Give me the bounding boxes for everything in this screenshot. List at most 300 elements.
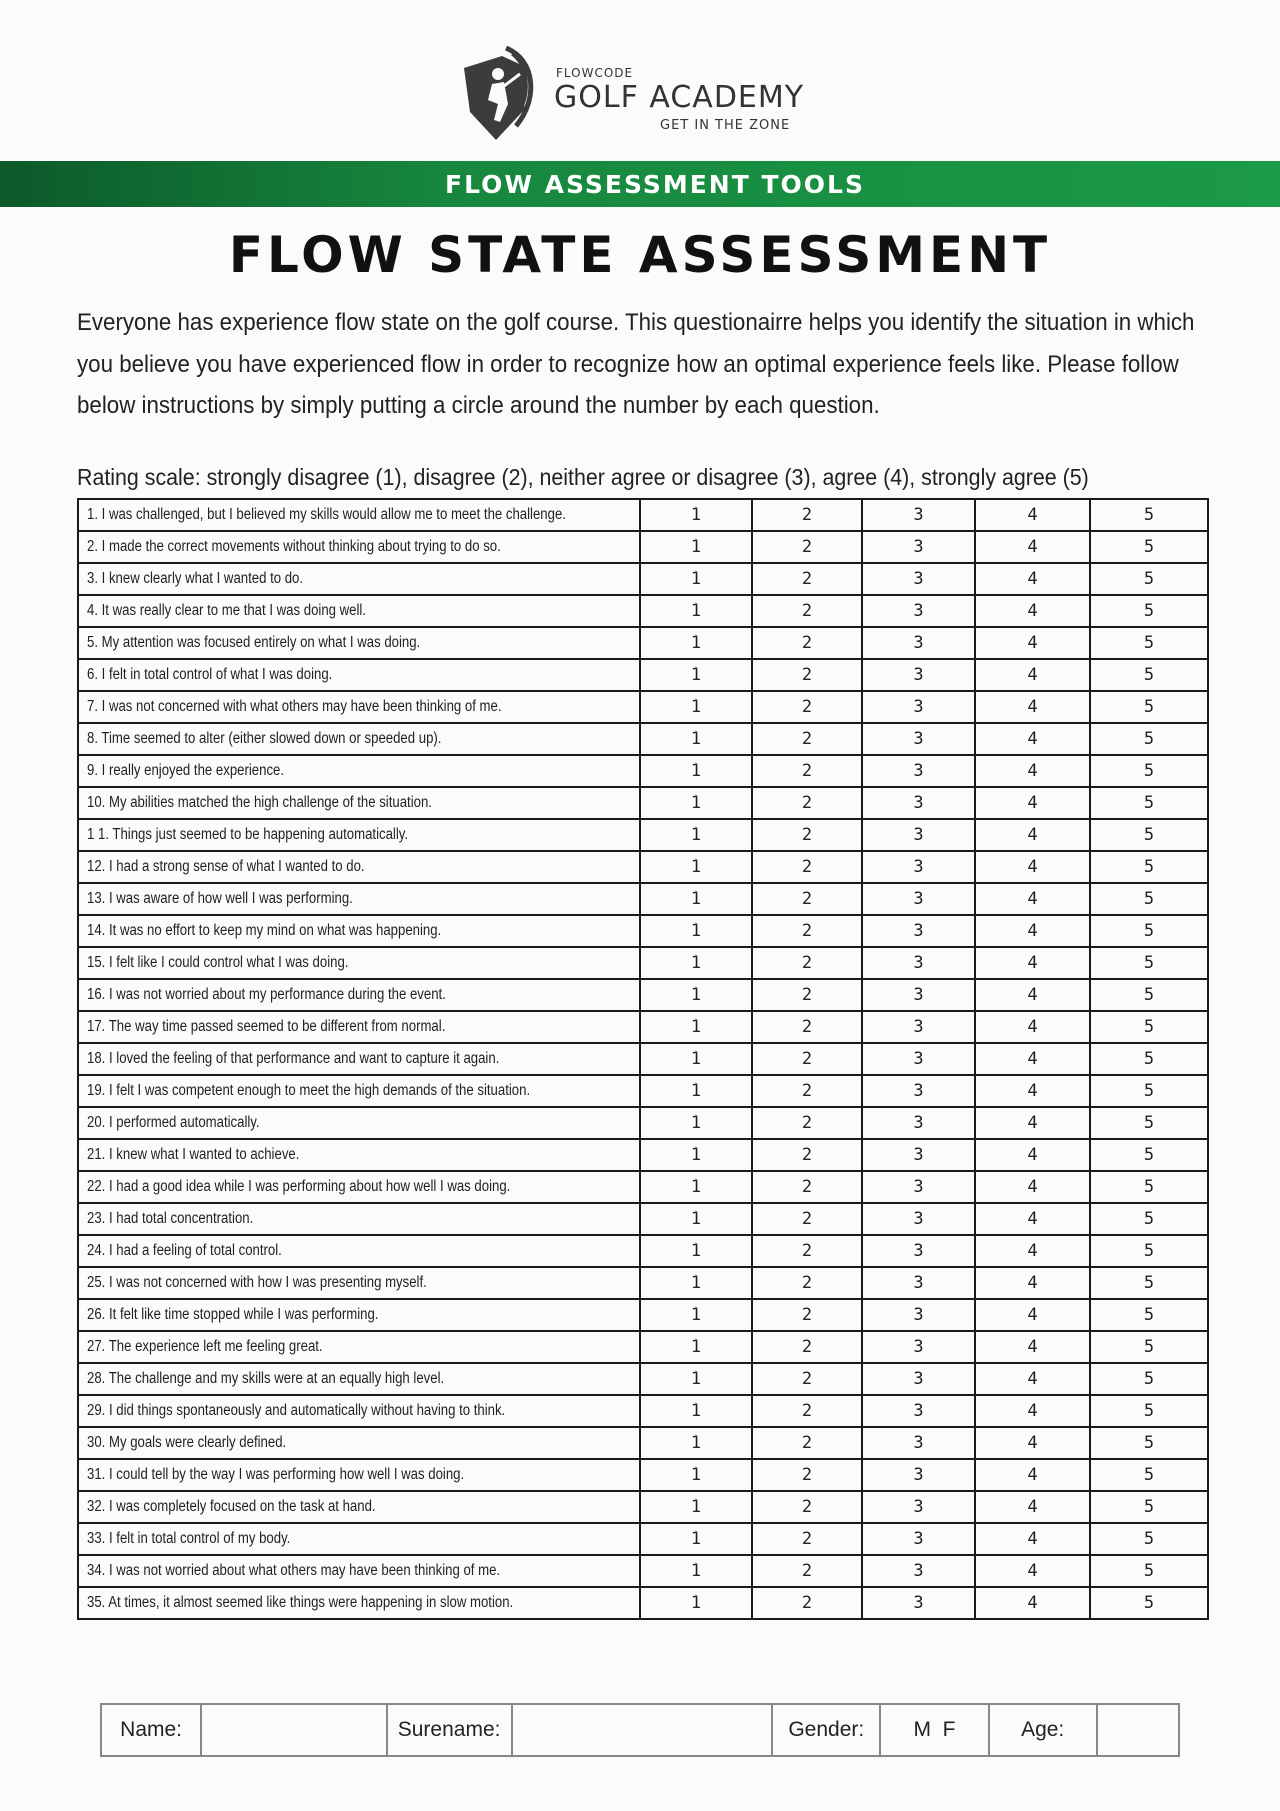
- question-row: [78, 723, 1208, 755]
- question-text-cell: [78, 563, 640, 595]
- rating-option-5[interactable]: 5: [1090, 1139, 1208, 1171]
- rating-option-2[interactable]: 2: [752, 531, 862, 563]
- question-row: [78, 1491, 1208, 1523]
- rating-option-4[interactable]: 4: [975, 755, 1090, 787]
- rating-option-2[interactable]: 2: [752, 499, 862, 531]
- rating-option-3[interactable]: 3: [862, 1555, 975, 1587]
- question-row: [78, 1555, 1208, 1587]
- age-label: Age:: [989, 1704, 1097, 1756]
- question-text: 19. I felt I was competent enough to meet the high demands of the situation.: [87, 1082, 531, 1099]
- rating-option-1[interactable]: 1: [640, 979, 752, 1011]
- question-text-cell: [78, 1331, 640, 1363]
- question-text-cell: [78, 1267, 640, 1299]
- rating-option-3[interactable]: 3: [862, 1171, 975, 1203]
- rating-option-2[interactable]: 2: [752, 1299, 862, 1331]
- rating-option-4[interactable]: 4: [975, 883, 1090, 915]
- question-text: 1. I was challenged, but I believed my skills would allow me to meet the challenge.: [87, 506, 566, 523]
- rating-option-3[interactable]: 3: [862, 499, 975, 531]
- question-row: [78, 1107, 1208, 1139]
- question-text-cell: [78, 1203, 640, 1235]
- rating-option-3[interactable]: 3: [862, 691, 975, 723]
- rating-option-2[interactable]: 2: [752, 595, 862, 627]
- rating-option-4[interactable]: 4: [975, 1139, 1090, 1171]
- rating-option-3[interactable]: 3: [862, 883, 975, 915]
- rating-option-4[interactable]: 4: [975, 979, 1090, 1011]
- question-text-cell: [78, 1395, 640, 1427]
- question-text: 1 1. Things just seemed to be happening automatically.: [87, 826, 409, 843]
- rating-option-3[interactable]: 3: [862, 755, 975, 787]
- question-row: [78, 595, 1208, 627]
- rating-option-3[interactable]: 3: [862, 1363, 975, 1395]
- rating-option-3[interactable]: 3: [862, 1459, 975, 1491]
- question-text-cell: [78, 627, 640, 659]
- rating-option-4[interactable]: 4: [975, 851, 1090, 883]
- question-text-cell: [78, 851, 640, 883]
- question-text: 30. My goals were clearly defined.: [87, 1434, 287, 1451]
- rating-option-5[interactable]: 5: [1090, 1267, 1208, 1299]
- rating-option-5[interactable]: 5: [1090, 627, 1208, 659]
- question-text-cell: [78, 1139, 640, 1171]
- rating-option-1[interactable]: 1: [640, 1331, 752, 1363]
- rating-option-2[interactable]: 2: [752, 563, 862, 595]
- brand-name: FLOWCODE: [556, 66, 634, 80]
- rating-option-5[interactable]: 5: [1090, 1235, 1208, 1267]
- question-row: [78, 851, 1208, 883]
- question-text-cell: [78, 755, 640, 787]
- rating-option-5[interactable]: 5: [1090, 1427, 1208, 1459]
- question-text: 32. I was completely focused on the task at hand.: [87, 1498, 376, 1515]
- rating-option-1[interactable]: 1: [640, 563, 752, 595]
- question-text: 23. I had total concentration.: [87, 1210, 254, 1227]
- question-text-cell: [78, 1555, 640, 1587]
- rating-option-3[interactable]: 3: [862, 1139, 975, 1171]
- question-text-cell: [78, 1523, 640, 1555]
- rating-option-3[interactable]: 3: [862, 1427, 975, 1459]
- academy-logo: [458, 46, 818, 146]
- question-text-cell: [78, 819, 640, 851]
- academy-tagline: GET IN THE ZONE: [660, 118, 791, 133]
- question-row: [78, 947, 1208, 979]
- rating-option-2[interactable]: 2: [752, 1075, 862, 1107]
- rating-option-4[interactable]: 4: [975, 1171, 1090, 1203]
- rating-option-2[interactable]: 2: [752, 1363, 862, 1395]
- question-row: [78, 883, 1208, 915]
- question-text-cell: [78, 947, 640, 979]
- surname-label: Surename:: [387, 1704, 512, 1756]
- question-text: 7. I was not concerned with what others may have been thinking of me.: [87, 698, 502, 715]
- rating-option-5[interactable]: 5: [1090, 1587, 1208, 1619]
- question-text-cell: [78, 1171, 640, 1203]
- question-text-cell: [78, 595, 640, 627]
- rating-option-2[interactable]: 2: [752, 1459, 862, 1491]
- name-field[interactable]: [201, 1704, 386, 1756]
- intro-paragraph: Everyone has experience flow state on the golf course. This questionairre helps you identify the situation in which you believe you have experienced flow in order to recognize how an optimal experience feels like. Please follow below instructions by simply putting a circle around the number by each question.: [77, 309, 1195, 419]
- rating-option-2[interactable]: 2: [752, 691, 862, 723]
- rating-option-5[interactable]: 5: [1090, 1523, 1208, 1555]
- rating-option-4[interactable]: 4: [975, 1235, 1090, 1267]
- rating-option-4[interactable]: 4: [975, 947, 1090, 979]
- question-row: [78, 1203, 1208, 1235]
- rating-option-1[interactable]: 1: [640, 1139, 752, 1171]
- question-text: 9. I really enjoyed the experience.: [87, 762, 285, 779]
- rating-option-1[interactable]: 1: [640, 531, 752, 563]
- rating-option-2[interactable]: 2: [752, 979, 862, 1011]
- rating-option-3[interactable]: 3: [862, 627, 975, 659]
- question-text: 15. I felt like I could control what I was doing.: [87, 954, 349, 971]
- rating-option-5[interactable]: 5: [1090, 1555, 1208, 1587]
- questionnaire-body: [78, 499, 1208, 1619]
- question-text-cell: [78, 1459, 640, 1491]
- rating-option-1[interactable]: 1: [640, 947, 752, 979]
- question-text: 24. I had a feeling of total control.: [87, 1242, 282, 1259]
- rating-option-2[interactable]: 2: [752, 627, 862, 659]
- question-text-cell: [78, 1363, 640, 1395]
- rating-option-1[interactable]: 1: [640, 1491, 752, 1523]
- rating-option-5[interactable]: 5: [1090, 787, 1208, 819]
- question-text: 25. I was not concerned with how I was presenting myself.: [87, 1274, 427, 1291]
- rating-option-4[interactable]: 4: [975, 1043, 1090, 1075]
- rating-option-5[interactable]: 5: [1090, 979, 1208, 1011]
- question-text: 20. I performed automatically.: [87, 1114, 260, 1131]
- rating-option-4[interactable]: 4: [975, 499, 1090, 531]
- rating-option-5[interactable]: 5: [1090, 1043, 1208, 1075]
- question-text-cell: [78, 691, 640, 723]
- question-text: 21. I knew what I wanted to achieve.: [87, 1146, 300, 1163]
- rating-option-4[interactable]: 4: [975, 819, 1090, 851]
- rating-option-3[interactable]: 3: [862, 1011, 975, 1043]
- rating-option-3[interactable]: 3: [862, 563, 975, 595]
- rating-option-2[interactable]: 2: [752, 1139, 862, 1171]
- rating-option-3[interactable]: 3: [862, 979, 975, 1011]
- rating-option-2[interactable]: 2: [752, 1587, 862, 1619]
- banner-label: FLOW ASSESSMENT TOOLS: [445, 169, 865, 199]
- question-row: [78, 1235, 1208, 1267]
- question-row: [78, 659, 1208, 691]
- rating-option-3[interactable]: 3: [862, 851, 975, 883]
- rating-option-5[interactable]: 5: [1090, 1459, 1208, 1491]
- rating-option-2[interactable]: 2: [752, 1395, 862, 1427]
- question-text-cell: [78, 883, 640, 915]
- rating-option-1[interactable]: 1: [640, 1235, 752, 1267]
- rating-option-1[interactable]: 1: [640, 595, 752, 627]
- rating-option-2[interactable]: 2: [752, 1267, 862, 1299]
- question-text: 29. I did things spontaneously and automatically without having to think.: [87, 1402, 506, 1419]
- rating-option-1[interactable]: 1: [640, 755, 752, 787]
- question-text: 17. The way time passed seemed to be different from normal.: [87, 1018, 446, 1035]
- rating-option-2[interactable]: 2: [752, 1043, 862, 1075]
- rating-option-5[interactable]: 5: [1090, 691, 1208, 723]
- rating-option-4[interactable]: 4: [975, 1395, 1090, 1427]
- rating-option-3[interactable]: 3: [862, 1075, 975, 1107]
- rating-option-1[interactable]: 1: [640, 1011, 752, 1043]
- rating-option-2[interactable]: 2: [752, 1427, 862, 1459]
- rating-option-1[interactable]: 1: [640, 1267, 752, 1299]
- question-text: 18. I loved the feeling of that performance and want to capture it again.: [87, 1050, 500, 1067]
- question-row: [78, 1075, 1208, 1107]
- rating-option-1[interactable]: 1: [640, 499, 752, 531]
- rating-option-4[interactable]: 4: [975, 787, 1090, 819]
- rating-option-4[interactable]: 4: [975, 1587, 1090, 1619]
- rating-option-4[interactable]: 4: [975, 1107, 1090, 1139]
- rating-option-2[interactable]: 2: [752, 787, 862, 819]
- question-text-cell: [78, 499, 640, 531]
- question-text-cell: [78, 1491, 640, 1523]
- rating-option-3[interactable]: 3: [862, 1523, 975, 1555]
- rating-option-5[interactable]: 5: [1090, 1203, 1208, 1235]
- gender-label: Gender:: [772, 1704, 880, 1756]
- rating-option-1[interactable]: 1: [640, 787, 752, 819]
- rating-option-4[interactable]: 4: [975, 1011, 1090, 1043]
- rating-option-1[interactable]: 1: [640, 1555, 752, 1587]
- rating-option-1[interactable]: 1: [640, 883, 752, 915]
- rating-option-1[interactable]: 1: [640, 1075, 752, 1107]
- question-row: [78, 1587, 1208, 1619]
- rating-option-5[interactable]: 5: [1090, 947, 1208, 979]
- rating-option-5[interactable]: 5: [1090, 1331, 1208, 1363]
- rating-option-2[interactable]: 2: [752, 1491, 862, 1523]
- question-row: [78, 1427, 1208, 1459]
- question-text: 35. At times, it almost seemed like things were happening in slow motion.: [87, 1594, 514, 1611]
- rating-option-1[interactable]: 1: [640, 851, 752, 883]
- rating-option-2[interactable]: 2: [752, 755, 862, 787]
- rating-option-3[interactable]: 3: [862, 1107, 975, 1139]
- rating-option-5[interactable]: 5: [1090, 595, 1208, 627]
- question-text: 13. I was aware of how well I was performing.: [87, 890, 353, 907]
- rating-option-1[interactable]: 1: [640, 1459, 752, 1491]
- rating-option-4[interactable]: 4: [975, 1523, 1090, 1555]
- rating-option-4[interactable]: 4: [975, 595, 1090, 627]
- rating-option-2[interactable]: 2: [752, 883, 862, 915]
- rating-option-3[interactable]: 3: [862, 1203, 975, 1235]
- rating-option-1[interactable]: 1: [640, 1043, 752, 1075]
- question-row: [78, 1011, 1208, 1043]
- rating-option-5[interactable]: 5: [1090, 1011, 1208, 1043]
- question-text-cell: [78, 531, 640, 563]
- rating-option-5[interactable]: 5: [1090, 499, 1208, 531]
- rating-option-5[interactable]: 5: [1090, 883, 1208, 915]
- question-text: 34. I was not worried about what others may have been thinking of me.: [87, 1562, 501, 1579]
- gender-options[interactable]: M F: [880, 1704, 988, 1756]
- question-text-cell: [78, 1587, 640, 1619]
- rating-option-1[interactable]: 1: [640, 723, 752, 755]
- rating-option-3[interactable]: 3: [862, 1395, 975, 1427]
- question-row: [78, 499, 1208, 531]
- rating-option-3[interactable]: 3: [862, 595, 975, 627]
- rating-option-4[interactable]: 4: [975, 1203, 1090, 1235]
- question-text: 10. My abilities matched the high challenge of the situation.: [87, 794, 432, 811]
- rating-option-2[interactable]: 2: [752, 659, 862, 691]
- rating-option-2[interactable]: 2: [752, 1235, 862, 1267]
- question-row: [78, 787, 1208, 819]
- rating-option-1[interactable]: 1: [640, 1523, 752, 1555]
- rating-option-3[interactable]: 3: [862, 787, 975, 819]
- rating-option-2[interactable]: 2: [752, 1107, 862, 1139]
- rating-option-1[interactable]: 1: [640, 627, 752, 659]
- question-row: [78, 1395, 1208, 1427]
- question-row: [78, 531, 1208, 563]
- question-text-cell: [78, 1043, 640, 1075]
- rating-option-4[interactable]: 4: [975, 1427, 1090, 1459]
- question-text: 2. I made the correct movements without thinking about trying to do so.: [87, 538, 501, 555]
- rating-option-5[interactable]: 5: [1090, 819, 1208, 851]
- rating-option-3[interactable]: 3: [862, 1331, 975, 1363]
- rating-option-4[interactable]: 4: [975, 1075, 1090, 1107]
- rating-option-4[interactable]: 4: [975, 691, 1090, 723]
- rating-option-2[interactable]: 2: [752, 819, 862, 851]
- question-text: 12. I had a strong sense of what I wanted to do.: [87, 858, 365, 875]
- rating-scale-text: Rating scale: strongly disagree (1), disagree (2), neither agree or disagree (3), agree (4), strongly agree (5): [77, 464, 1089, 490]
- rating-option-4[interactable]: 4: [975, 723, 1090, 755]
- question-row: [78, 1139, 1208, 1171]
- question-text: 33. I felt in total control of my body.: [87, 1530, 291, 1547]
- rating-option-2[interactable]: 2: [752, 1331, 862, 1363]
- question-text-cell: [78, 979, 640, 1011]
- question-text: 28. The challenge and my skills were at an equally high level.: [87, 1370, 445, 1387]
- question-row: [78, 1331, 1208, 1363]
- rating-option-1[interactable]: 1: [640, 915, 752, 947]
- question-text-cell: [78, 915, 640, 947]
- rating-option-5[interactable]: 5: [1090, 723, 1208, 755]
- rating-option-3[interactable]: 3: [862, 1235, 975, 1267]
- question-text-cell: [78, 1075, 640, 1107]
- rating-option-5[interactable]: 5: [1090, 531, 1208, 563]
- question-text-cell: [78, 659, 640, 691]
- rating-option-1[interactable]: 1: [640, 1203, 752, 1235]
- rating-option-4[interactable]: 4: [975, 1491, 1090, 1523]
- question-row: [78, 691, 1208, 723]
- rating-option-1[interactable]: 1: [640, 1587, 752, 1619]
- question-row: [78, 1267, 1208, 1299]
- rating-option-2[interactable]: 2: [752, 1203, 862, 1235]
- golfer-shield-icon: [458, 46, 538, 144]
- rating-option-5[interactable]: 5: [1090, 563, 1208, 595]
- age-field[interactable]: [1097, 1704, 1179, 1756]
- rating-option-1[interactable]: 1: [640, 1299, 752, 1331]
- section-banner: [0, 161, 1280, 207]
- rating-option-2[interactable]: 2: [752, 1523, 862, 1555]
- question-text: 8. Time seemed to alter (either slowed down or speeded up).: [87, 730, 442, 747]
- question-row: [78, 819, 1208, 851]
- respondent-details: [100, 1703, 1180, 1757]
- rating-option-3[interactable]: 3: [862, 1043, 975, 1075]
- question-row: [78, 1523, 1208, 1555]
- rating-option-5[interactable]: 5: [1090, 755, 1208, 787]
- rating-option-4[interactable]: 4: [975, 1267, 1090, 1299]
- rating-option-2[interactable]: 2: [752, 723, 862, 755]
- question-text-cell: [78, 1011, 640, 1043]
- rating-option-3[interactable]: 3: [862, 1299, 975, 1331]
- name-label: Name:: [101, 1704, 201, 1756]
- rating-option-2[interactable]: 2: [752, 1011, 862, 1043]
- question-row: [78, 563, 1208, 595]
- question-text: 4. It was really clear to me that I was doing well.: [87, 602, 366, 619]
- question-row: [78, 755, 1208, 787]
- rating-option-4[interactable]: 4: [975, 1331, 1090, 1363]
- rating-option-4[interactable]: 4: [975, 531, 1090, 563]
- question-text-cell: [78, 1235, 640, 1267]
- rating-option-2[interactable]: 2: [752, 947, 862, 979]
- rating-option-1[interactable]: 1: [640, 1171, 752, 1203]
- question-text-cell: [78, 723, 640, 755]
- rating-option-3[interactable]: 3: [862, 947, 975, 979]
- rating-option-5[interactable]: 5: [1090, 1107, 1208, 1139]
- rating-option-1[interactable]: 1: [640, 691, 752, 723]
- question-text: 5. My attention was focused entirely on what I was doing.: [87, 634, 421, 651]
- rating-option-2[interactable]: 2: [752, 1171, 862, 1203]
- question-text-cell: [78, 787, 640, 819]
- rating-option-4[interactable]: 4: [975, 1555, 1090, 1587]
- rating-option-5[interactable]: 5: [1090, 1299, 1208, 1331]
- rating-option-4[interactable]: 4: [975, 659, 1090, 691]
- rating-option-5[interactable]: 5: [1090, 659, 1208, 691]
- rating-option-1[interactable]: 1: [640, 1107, 752, 1139]
- question-row: [78, 627, 1208, 659]
- question-text: 22. I had a good idea while I was performing about how well I was doing.: [87, 1178, 511, 1195]
- question-text: 16. I was not worried about my performance during the event.: [87, 986, 446, 1003]
- rating-option-3[interactable]: 3: [862, 659, 975, 691]
- rating-option-2[interactable]: 2: [752, 915, 862, 947]
- rating-option-5[interactable]: 5: [1090, 1491, 1208, 1523]
- questionnaire-table: [77, 498, 1209, 1620]
- question-text: 27. The experience left me feeling great.: [87, 1338, 323, 1355]
- rating-option-5[interactable]: 5: [1090, 851, 1208, 883]
- surname-field[interactable]: [512, 1704, 772, 1756]
- rating-option-4[interactable]: 4: [975, 627, 1090, 659]
- rating-option-2[interactable]: 2: [752, 1555, 862, 1587]
- rating-option-5[interactable]: 5: [1090, 1171, 1208, 1203]
- rating-option-3[interactable]: 3: [862, 723, 975, 755]
- rating-option-3[interactable]: 3: [862, 915, 975, 947]
- question-row: [78, 1459, 1208, 1491]
- rating-option-4[interactable]: 4: [975, 1459, 1090, 1491]
- rating-option-2[interactable]: 2: [752, 851, 862, 883]
- rating-option-3[interactable]: 3: [862, 1587, 975, 1619]
- question-row: [78, 1043, 1208, 1075]
- question-row: [78, 915, 1208, 947]
- page-title: FLOW STATE ASSESSMENT: [228, 226, 1052, 284]
- question-text: 14. It was no effort to keep my mind on what was happening.: [87, 922, 442, 939]
- rating-option-4[interactable]: 4: [975, 1299, 1090, 1331]
- rating-option-3[interactable]: 3: [862, 1491, 975, 1523]
- question-text-cell: [78, 1107, 640, 1139]
- rating-option-5[interactable]: 5: [1090, 1395, 1208, 1427]
- rating-option-3[interactable]: 3: [862, 1267, 975, 1299]
- question-row: [78, 1171, 1208, 1203]
- rating-option-5[interactable]: 5: [1090, 1075, 1208, 1107]
- rating-option-1[interactable]: 1: [640, 1395, 752, 1427]
- academy-name: GOLF ACADEMY: [554, 80, 805, 115]
- question-text: 26. It felt like time stopped while I was performing.: [87, 1306, 379, 1323]
- rating-option-1[interactable]: 1: [640, 659, 752, 691]
- question-row: [78, 1299, 1208, 1331]
- rating-option-4[interactable]: 4: [975, 1363, 1090, 1395]
- question-row: [78, 1363, 1208, 1395]
- question-text-cell: [78, 1299, 640, 1331]
- rating-option-1[interactable]: 1: [640, 1427, 752, 1459]
- question-text: 31. I could tell by the way I was performing how well I was doing.: [87, 1466, 465, 1483]
- rating-option-4[interactable]: 4: [975, 563, 1090, 595]
- rating-option-1[interactable]: 1: [640, 819, 752, 851]
- question-row: [78, 979, 1208, 1011]
- rating-option-1[interactable]: 1: [640, 1363, 752, 1395]
- rating-option-4[interactable]: 4: [975, 915, 1090, 947]
- rating-option-5[interactable]: 5: [1090, 915, 1208, 947]
- rating-option-3[interactable]: 3: [862, 531, 975, 563]
- rating-option-3[interactable]: 3: [862, 819, 975, 851]
- question-text: 6. I felt in total control of what I was doing.: [87, 666, 333, 683]
- rating-option-5[interactable]: 5: [1090, 1363, 1208, 1395]
- question-text-cell: [78, 1427, 640, 1459]
